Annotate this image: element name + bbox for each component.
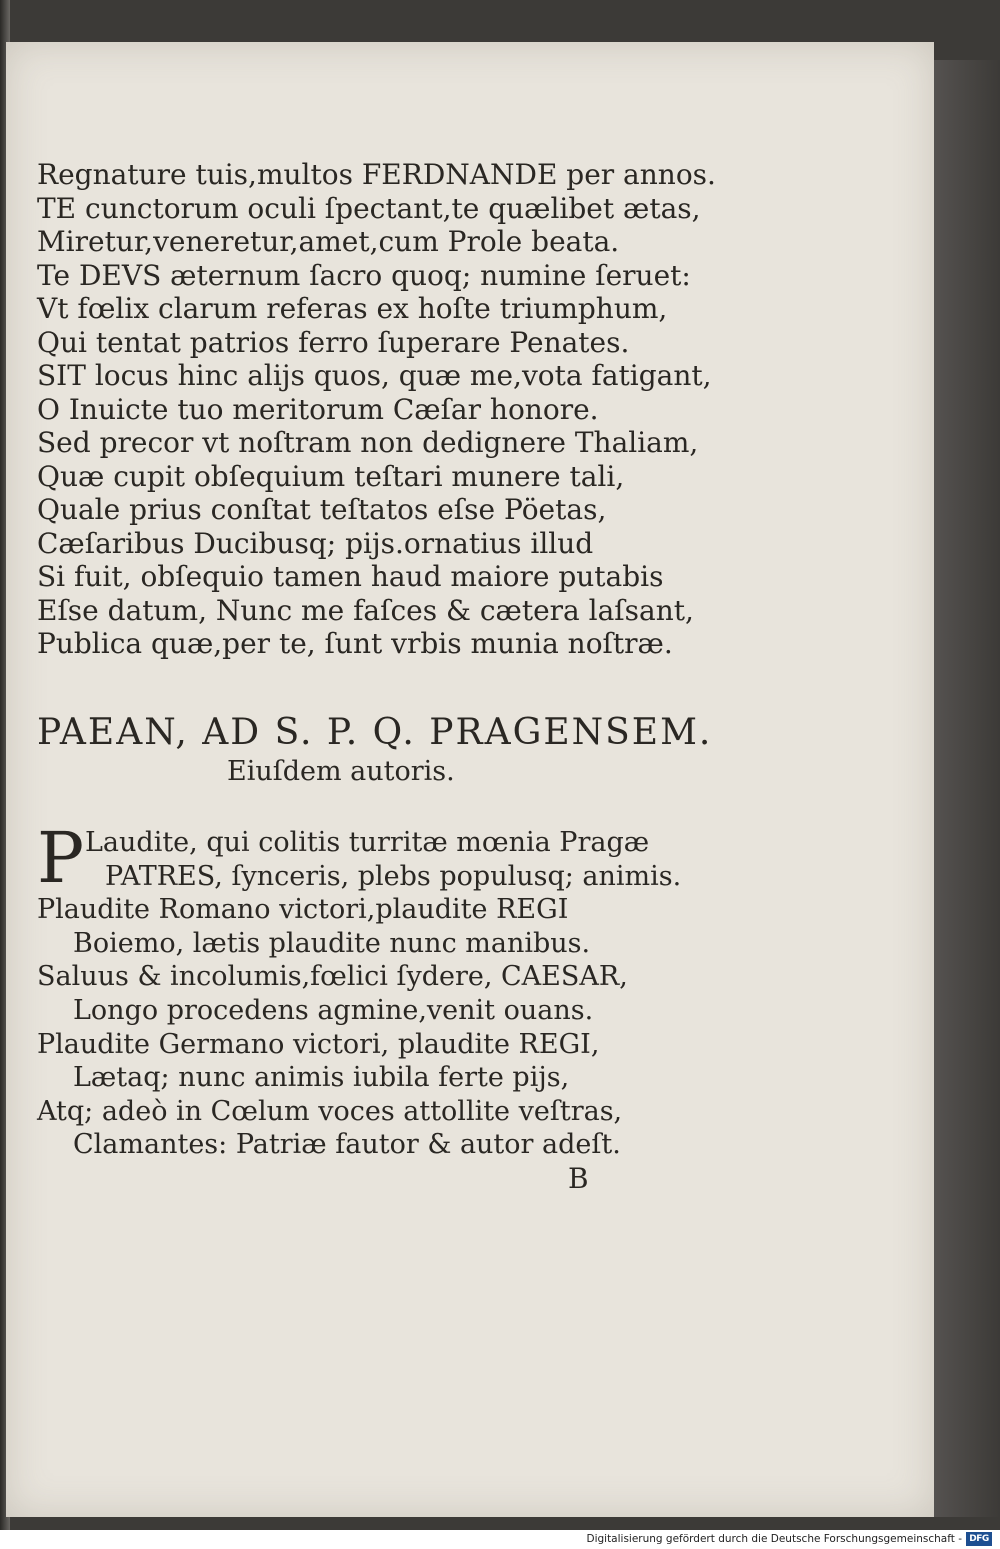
ode-line: Plaudite Germano victori, plaudite REGI,: [37, 1028, 600, 1060]
verse-line: Sed precor vt noſtram non dedignere Thaliam,: [37, 426, 699, 459]
ode-line: Saluus & incolumis,fœlici ſydere, CAESAR,: [37, 961, 628, 993]
verse-line: Miretur,veneretur,amet,cum Prole beata.: [37, 225, 620, 258]
verse-line: Quale prius conſtat teſtatos eſse Pöetas,: [37, 493, 607, 526]
verse-line: Quæ cupit obſequium teſtari munere tali,: [37, 459, 625, 493]
verse-line: O Inuicte tuo meritorum Cæſar honore.: [37, 392, 599, 426]
ode-line: Atq; adeò in Cœlum voces attollite veſtras,: [37, 1095, 623, 1127]
section-subheading: Eiuſdem autoris.: [227, 756, 455, 787]
ode-line: Lætaq; nunc animis iubila ferte pijs,: [73, 1062, 570, 1094]
funding-credit: Digitalisierung gefördert durch die Deutsche Forschungsgemeinschaft -: [586, 1533, 962, 1545]
verse-line: Qui tentat patrios ferro ſuperare Penates.: [37, 325, 630, 359]
verse-block: [37, 158, 737, 661]
verse-line: Si fuit, obſequio tamen haud maiore putabis: [37, 560, 664, 593]
ode-block: [37, 817, 717, 1162]
verse-line: TE cunctorum oculi ſpectant,te quælibet ætas,: [37, 191, 701, 225]
section-heading: PAEAN, AD S. P. Q. PRAGENSEM.: [37, 712, 713, 753]
ode-line: Laudite, qui colitis turritæ mœnia Pragæ: [85, 827, 650, 858]
catchword: B: [568, 1162, 589, 1195]
verse-line: SIT locus hinc alijs quos, quæ me,vota fatigant,: [37, 359, 712, 392]
ode-line: Plaudite Romano victori,plaudite REGI: [37, 894, 569, 926]
dfg-logo: DFG: [966, 1532, 992, 1546]
verse-line: Publica quæ,per te, ſunt vrbis munia noſtræ.: [37, 627, 673, 660]
verse-line: Te DEVS æternum ſacro quoq; numine ſeruet:: [37, 258, 691, 292]
ode-line: Boiemo, lætis plaudite nunc manibus.: [73, 927, 591, 959]
page-right-shadow: [934, 60, 1000, 1517]
verse-line: Cæſaribus Ducibusq; pijs.ornatius illud: [37, 526, 594, 560]
ode-line: PATRES, ſynceris, plebs populusq; animis.: [105, 860, 682, 892]
ode-line: Clamantes: Patriæ fautor & autor adeſt.: [73, 1129, 621, 1161]
ode-line: Longo procedens agmine,venit ouans.: [73, 994, 594, 1026]
verse-line: Eſse datum, Nunc me faſces & cætera laſsant,: [37, 593, 694, 627]
drop-cap: P: [37, 817, 85, 899]
verse-line: Vt fœlix clarum referas ex hoſte triumphum,: [37, 292, 668, 325]
verse-line: Regnature tuis,multos FERDNANDE per annos.: [37, 158, 716, 191]
